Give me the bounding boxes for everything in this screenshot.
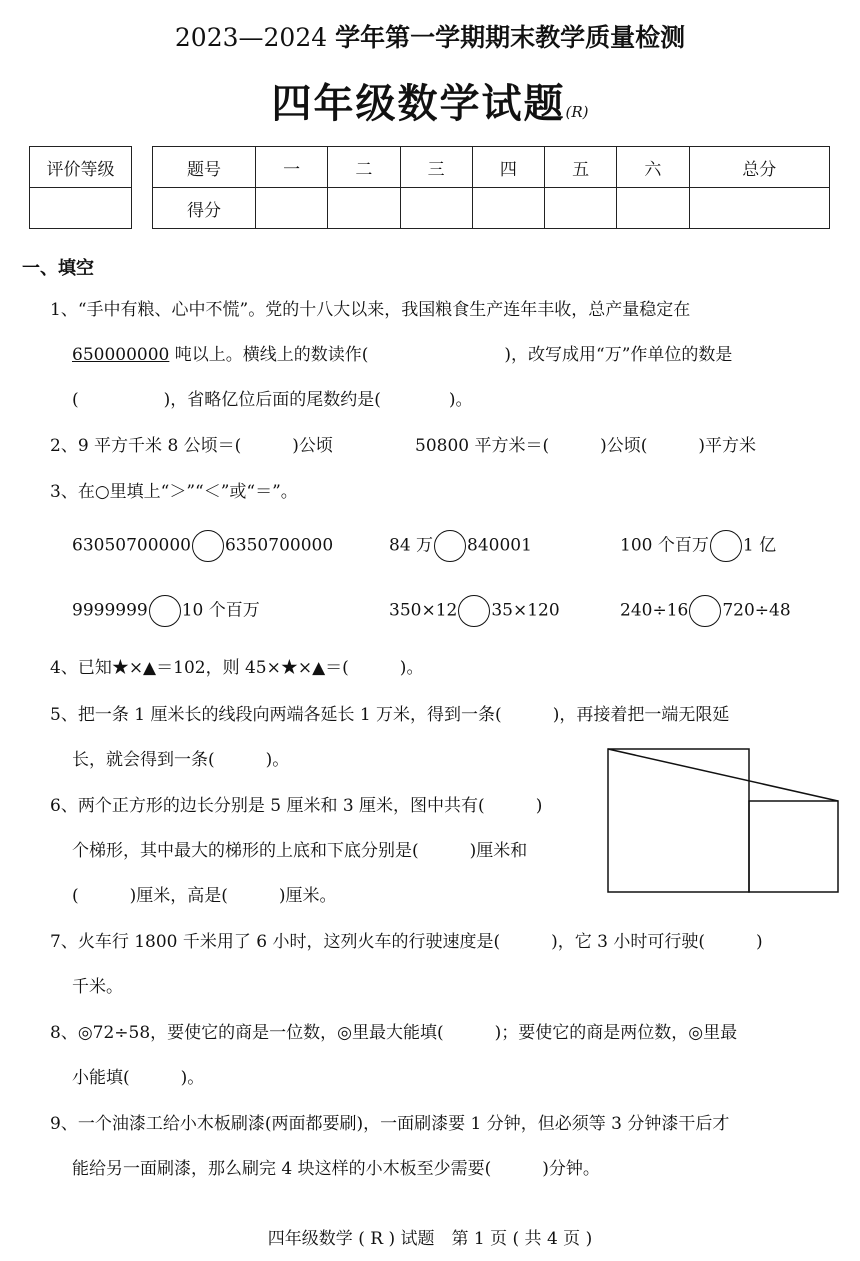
score-table bbox=[152, 146, 830, 229]
page-footer: 四年级数学 ( R ) 试题 第 1 页 ( 共 4 页 ) bbox=[267, 1229, 593, 1249]
evaluation-label: 评价等级 bbox=[30, 147, 132, 188]
question-6-line2: 个梯形，其中最大的梯形的上底和下底分别是( )厘米和 bbox=[72, 841, 528, 861]
score-head-cell: 总分 bbox=[689, 147, 830, 188]
question-5-line2: 长，就会得到一条( )。 bbox=[72, 750, 290, 770]
question-8-line1: 8、◎72÷58，要使它的商是一位数，◎里最大能填( )；要使它的商是两位数，◎里最 bbox=[50, 1023, 738, 1043]
answer-circle[interactable] bbox=[434, 530, 466, 562]
diagonal-line bbox=[608, 749, 838, 801]
question-1-line3: ( )，省略亿位后面的尾数约是( )。 bbox=[72, 390, 473, 410]
question-8-line2: 小能填( )。 bbox=[72, 1068, 205, 1088]
exam-term-title: 学年第一学期期末教学质量检测 bbox=[335, 23, 686, 52]
compare-item bbox=[620, 595, 791, 627]
score-head-cell: 题号 bbox=[153, 147, 256, 188]
compare-left: 100 个百万 bbox=[620, 535, 709, 556]
score-value-row bbox=[153, 188, 830, 229]
answer-circle[interactable] bbox=[458, 595, 490, 627]
compare-item bbox=[72, 595, 260, 627]
score-head-cell: 一 bbox=[256, 147, 328, 188]
answer-circle[interactable] bbox=[149, 595, 181, 627]
small-square bbox=[749, 801, 838, 892]
score-cell[interactable] bbox=[689, 188, 830, 229]
compare-left: 84 万 bbox=[389, 535, 434, 556]
compare-right: 6350700000 bbox=[224, 535, 334, 556]
answer-circle[interactable] bbox=[192, 530, 224, 562]
compare-left: 350×12 bbox=[389, 600, 458, 621]
score-cell[interactable] bbox=[545, 188, 617, 229]
compare-left: 63050700000 bbox=[72, 535, 191, 556]
score-header-row bbox=[153, 147, 830, 188]
question-4: 4、已知★×▲＝102，则 45×★×▲＝( )。 bbox=[50, 658, 424, 678]
compare-right: 10 个百万 bbox=[181, 600, 260, 621]
question-7-line1: 7、火车行 1800 千米用了 6 小时，这列火车的行驶速度是( )，它 3 小时可行驶( ) bbox=[50, 932, 763, 952]
compare-item bbox=[620, 530, 776, 562]
score-head-cell: 三 bbox=[400, 147, 472, 188]
score-cell[interactable] bbox=[400, 188, 472, 229]
answer-circle[interactable] bbox=[710, 530, 742, 562]
section-title: 一、填空 bbox=[22, 258, 94, 279]
evaluation-table bbox=[29, 146, 132, 229]
compare-left: 9999999 bbox=[72, 600, 148, 621]
evaluation-cell[interactable] bbox=[30, 188, 132, 229]
question-1-line2-text: 吨以上。横线上的数读作( )，改写成用“万”作单位的数是 bbox=[169, 345, 733, 365]
question-3-title: 3、在○里填上“＞”“＜”或“＝”。 bbox=[50, 482, 298, 502]
squares-trapezoid-figure bbox=[607, 748, 841, 895]
page-title bbox=[0, 72, 860, 129]
question-1-line1: 1、“手中有粮、心中不慌”。党的十八大以来，我国粮食生产连年丰收，总产量稳定在 bbox=[50, 300, 691, 320]
question-6-line3: ( )厘米，高是( )厘米。 bbox=[72, 886, 337, 906]
compare-right: 35×120 bbox=[491, 600, 560, 621]
school-year: 2023—2024 bbox=[174, 23, 328, 52]
score-cell[interactable] bbox=[328, 188, 400, 229]
compare-left: 240÷16 bbox=[620, 600, 689, 621]
compare-item bbox=[389, 595, 560, 627]
edition-mark: (R) bbox=[565, 103, 589, 121]
question-2-part-b: 50800 平方米＝( )公顷( )平方米 bbox=[415, 436, 757, 456]
score-cell[interactable] bbox=[472, 188, 544, 229]
question-7-line2: 千米。 bbox=[72, 977, 123, 997]
score-cell[interactable] bbox=[617, 188, 689, 229]
score-head-cell: 四 bbox=[472, 147, 544, 188]
score-head-cell: 二 bbox=[328, 147, 400, 188]
answer-circle[interactable] bbox=[689, 595, 721, 627]
underlined-number: 650000000 bbox=[72, 345, 170, 365]
score-head-cell: 五 bbox=[545, 147, 617, 188]
compare-right: 1 亿 bbox=[742, 535, 777, 556]
question-5-line1: 5、把一条 1 厘米长的线段向两端各延长 1 万米，得到一条( )，再接着把一端无限延 bbox=[50, 705, 730, 725]
score-row-label: 得分 bbox=[153, 188, 256, 229]
large-square bbox=[608, 749, 749, 892]
question-9-line2: 能给另一面刷漆，那么刷完 4 块这样的小木板至少需要( )分钟。 bbox=[72, 1159, 600, 1179]
compare-right: 840001 bbox=[467, 535, 532, 556]
compare-right: 720÷48 bbox=[722, 600, 791, 621]
question-2-part-a: 2、9 平方千米 8 公顷＝( )公顷 bbox=[50, 436, 333, 456]
compare-item bbox=[72, 530, 333, 562]
question-1-line2 bbox=[72, 345, 732, 365]
question-6-line1: 6、两个正方形的边长分别是 5 厘米和 3 厘米，图中共有( ) bbox=[50, 796, 543, 816]
compare-item bbox=[389, 530, 532, 562]
score-cell[interactable] bbox=[256, 188, 328, 229]
score-head-cell: 六 bbox=[617, 147, 689, 188]
exam-header-line1 bbox=[0, 18, 860, 54]
exam-subject-title: 四年级数学试题 bbox=[271, 80, 566, 127]
question-9-line1: 9、一个油漆工给小木板刷漆(两面都要刷)，一面刷漆要 1 分钟，但必须等 3 分钟漆干后才 bbox=[50, 1114, 730, 1134]
